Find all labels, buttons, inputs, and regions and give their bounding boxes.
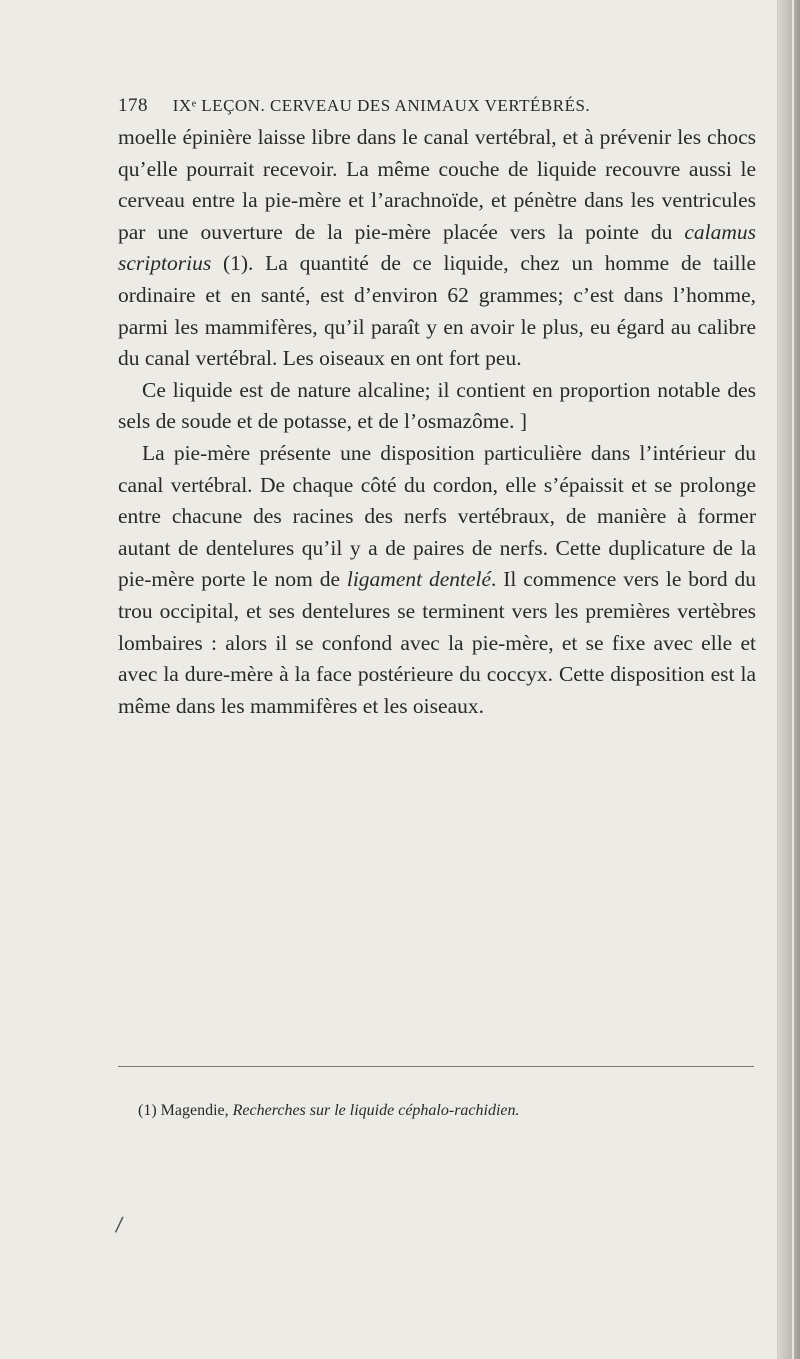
footnote-title: Recherches sur le liquide céphalo-rachidien. [232, 1102, 520, 1119]
italic-term: ligament dentelé [346, 567, 492, 592]
paragraph-text: (1). La quantité de ce liquide, chez un homme de taille ordinaire et en santé, est d’environ 62 grammes; c’est dans l’homme, parmi les mammifères, qu’il paraît y en avoir le plus, eu égard au calibre du canal vertébral. Les oiseaux en ont fort peu. [118, 251, 756, 371]
paragraph [118, 438, 756, 722]
footnote [138, 1102, 758, 1120]
paragraph [118, 375, 756, 438]
footnote-marker: (1) [138, 1102, 157, 1119]
page-number: 178 [118, 95, 148, 116]
footnote-rule [118, 1066, 754, 1067]
stray-mark: / [114, 1211, 125, 1237]
paragraph-text: Ce liquide est de nature alcaline; il contient en proportion notable des sels de soude et de potasse, et de l’osmazôme. ] [118, 377, 756, 434]
page-edge [777, 0, 800, 1359]
body-text [118, 122, 756, 722]
page-edge-highlight [792, 0, 794, 1359]
paragraph-text: . Il commence vers le bord du trou occipital, et ses dentelures se terminent vers les premières vertèbres lombaires : alors il se confond avec la pie-mère, et se fixe avec elle et avec la dure-mère à la face postérieure du coccyx. Cette disposition est la même dans les mammifères et les oiseaux. [118, 567, 756, 718]
italic-term: calamus scriptorius [118, 219, 756, 276]
paragraph-text: moelle épinière laisse libre dans le canal vertébral, et à prévenir les chocs qu’elle pourrait recevoir. La même couche de liquide recouvre aussi le cerveau entre la pie-mère et l’arachnoïde, et pénètre dans les ventricules par une ouverture de la pie-mère placée vers la pointe du [118, 125, 756, 244]
paragraph-text: La pie-mère présente une disposition particulière dans l’intérieur du canal vertébral. De chaque côté du cordon, elle s’épaissit et se prolonge entre chacune des racines des nerfs vertébraux, de manière à former autant de dentelures qu’il y a de paires de nerfs. Cette duplicature de la pie-mère porte le nom de [118, 440, 756, 592]
running-title: IXᵉ LEÇON. CERVEAU DES ANIMAUX VERTÉBRÉS. [172, 96, 591, 115]
running-header [118, 95, 758, 117]
paragraph [118, 122, 756, 375]
footnote-author: Magendie, [160, 1102, 233, 1119]
